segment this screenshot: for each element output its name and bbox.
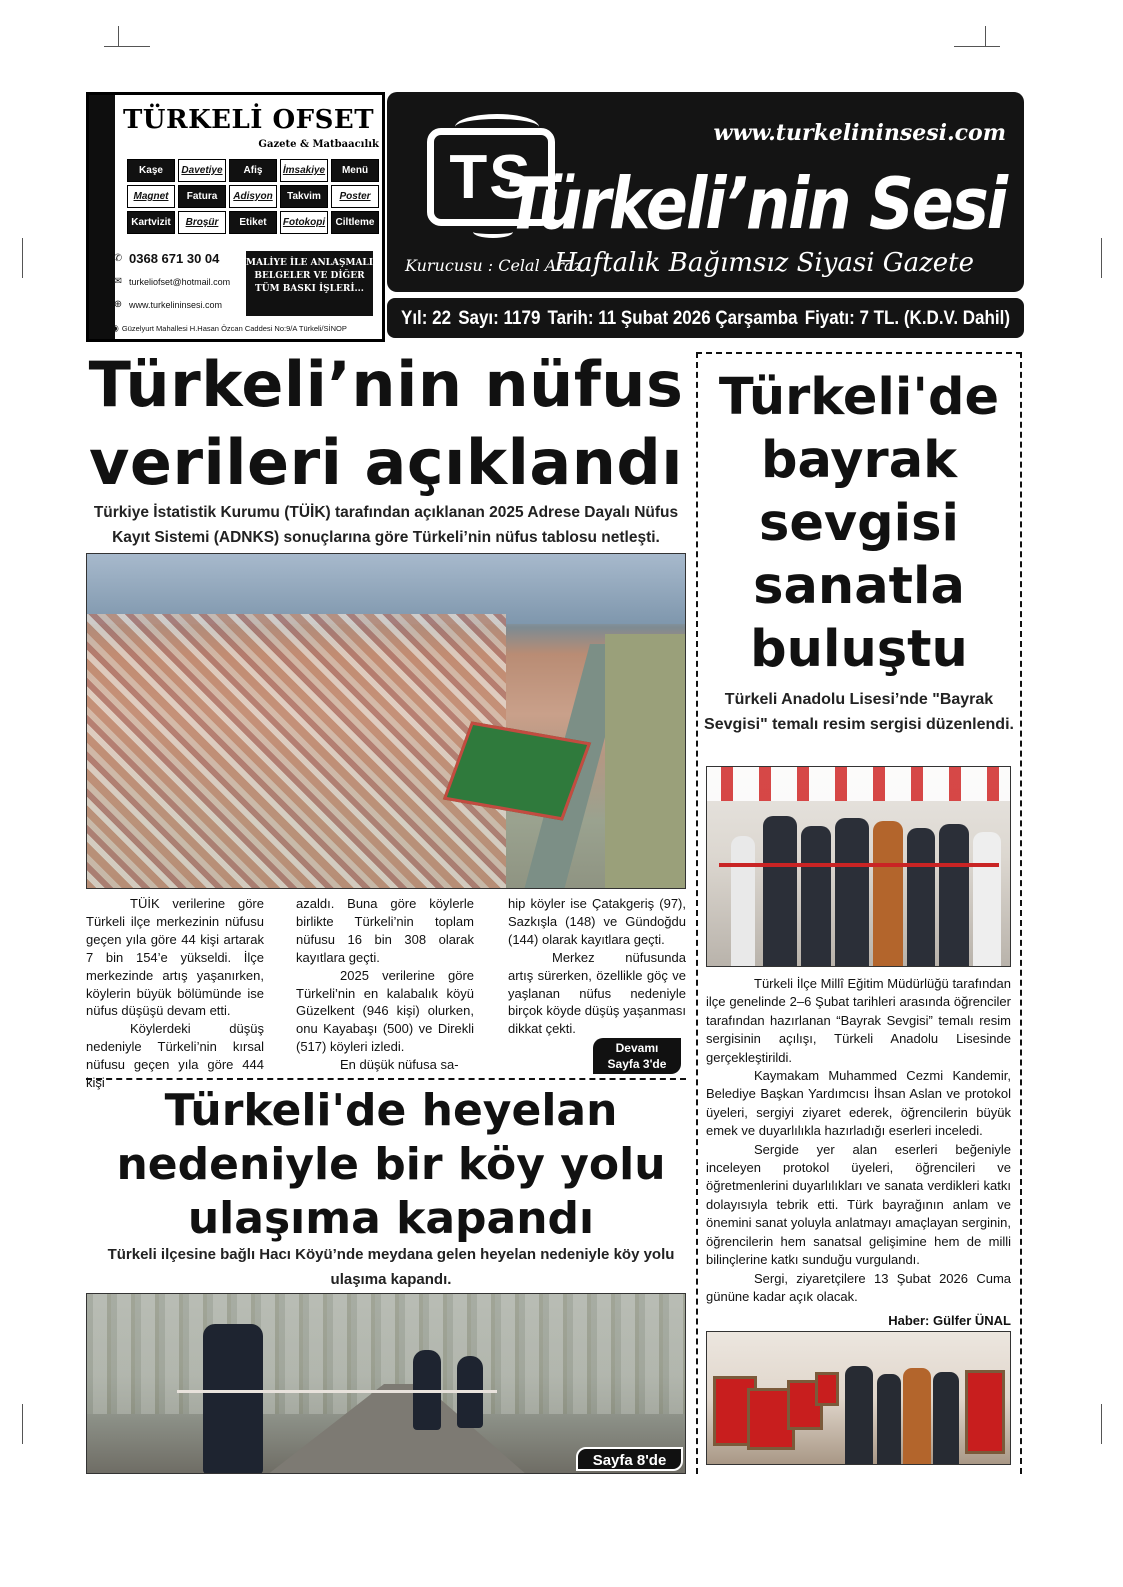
lead-paragraph: azaldı. Buna göre köylerle birlikte Türkeli’nin toplam nüfusu 16 bin 308 olarak kayıtlara geçti. xyxy=(296,896,474,965)
section-divider xyxy=(86,1078,686,1080)
ad-web-row xyxy=(111,293,241,316)
photo-person xyxy=(835,818,869,966)
flag-headline: Türkeli'de bayrak sevgisi sanatla buluştu xyxy=(718,368,1000,679)
photo-person xyxy=(973,832,1001,966)
ad-brand: TÜRKELİ OFSET xyxy=(122,105,375,135)
continued-label: Devamı xyxy=(615,1041,659,1055)
landslide-subheadline: Türkeli ilçesine bağlı Hacı Köyü’nde meydana gelen heyelan nedeniyle köy yolu ulaşıma kapandı. xyxy=(107,1246,675,1288)
continued-badge[interactable] xyxy=(593,1038,681,1074)
ad-service: Fotokopi xyxy=(280,211,328,234)
newspaper-title: Türkeli’nin Sesi xyxy=(505,162,1006,246)
ad-service: Kaşe xyxy=(127,159,175,182)
ribbon-cutting-photo xyxy=(706,766,1011,967)
tagline: Haftalık Bağımsız Siyasi Gazete xyxy=(554,248,974,278)
ad-service: Afiş xyxy=(229,159,277,182)
exhibition-photo xyxy=(706,1331,1011,1465)
ad-service: Fatura xyxy=(178,185,226,208)
photo-town xyxy=(87,614,506,889)
photo-person xyxy=(933,1372,959,1464)
ad-address: Güzelyurt Mahallesi H.Hasan Özcan Caddesi No:9/A Türkeli/SİNOP xyxy=(121,324,347,333)
crop-mark xyxy=(985,26,986,46)
photo-person xyxy=(801,826,831,966)
issue-number: Sayı: 1179 xyxy=(458,306,541,329)
ad-service: Etiket xyxy=(229,211,277,234)
ad-email-row xyxy=(111,270,241,293)
flag-paragraph: Türkeli İlçe Millî Eğitim Müdürlüğü tarafından ilçe genelinde 2–6 Şubat tarihleri arasında öğrenciler tarafından hazırlanan “Bayrak Sevgisi” temalı resim sergisinin açılışı, Türkeli Anadolu Lisesinde gerçekleştirildi. xyxy=(706,976,1011,1065)
lead-paragraph: hip köyler ise Çatakgeriş (97), Sazkışla (148) ve Gündoğdu (144) olarak kayıtlara geçti. xyxy=(508,896,686,947)
ad-service: Takvim xyxy=(280,185,328,208)
ad-service: Adisyon xyxy=(229,185,277,208)
masthead xyxy=(387,92,1024,292)
crop-mark xyxy=(954,46,1000,47)
landslide-headline: Türkeli'de heyelan nedeniyle bir köy yolu ulaşıma kapandı xyxy=(116,1085,666,1244)
photo-person xyxy=(939,824,969,966)
mail-icon: ✉ xyxy=(113,276,123,287)
lead-paragraph: Merkez nüfusunda artış sürerken, özellikle göç ve yaşlanan nüfus nedeniyle birçok köyde düşüş yaşanması dikkat çekti. xyxy=(508,949,686,1037)
photo-person xyxy=(903,1368,931,1464)
issue-year: Yıl: 22 xyxy=(401,306,452,329)
website-url: www.turkelininsesi.com xyxy=(713,120,1006,146)
newspaper-logo: TS xyxy=(427,128,555,226)
flag-paragraph: Sergi, ziyaretçilere 13 Şubat 2026 Cuma gününe kadar açık olacak. xyxy=(706,1270,1011,1304)
photo-flag-painting xyxy=(965,1370,1005,1454)
ad-service: Ciltleme xyxy=(331,211,379,234)
ad-service: Kartvizit xyxy=(127,211,175,234)
ad-service: Poster xyxy=(331,185,379,208)
location-icon: ◉ xyxy=(111,323,119,333)
photo-person xyxy=(873,821,903,966)
ad-contact xyxy=(111,247,241,316)
issue-info-bar xyxy=(387,298,1024,338)
globe-icon: ⊕ xyxy=(113,299,123,310)
crop-mark xyxy=(22,238,23,278)
ad-service: Menü xyxy=(331,159,379,182)
crop-mark xyxy=(22,1404,23,1444)
ad-web: www.turkelininsesi.com xyxy=(129,299,223,310)
sidebar-top-border xyxy=(696,352,1022,354)
phone-icon: ✆ xyxy=(113,253,123,264)
crop-mark xyxy=(104,46,150,47)
photo-greenery xyxy=(605,634,685,889)
lead-subheadline: Türkiye İstatistik Kurumu (TÜİK) tarafından açıklanan 2025 Adrese Dayalı Nüfus Kayıt Sistemi (ADNKS) sonuçlarına göre Türkeli’nin nüfus tablosu netleşti. xyxy=(93,504,679,546)
photo-person xyxy=(845,1366,873,1464)
founder-line: Kurucusu : Celal Araz xyxy=(405,256,582,275)
photo-flag-bunting xyxy=(707,767,1010,801)
photo-ribbon xyxy=(719,863,999,867)
ad-services-grid xyxy=(127,159,377,234)
photo-barrier-tape xyxy=(177,1390,497,1393)
issue-date: Tarih: 11 Şubat 2026 Çarşamba xyxy=(547,306,798,329)
photo-person xyxy=(731,836,755,966)
crop-mark xyxy=(118,26,119,46)
sidebar-right-border xyxy=(1020,352,1022,1474)
ad-service: İmsakiye xyxy=(280,159,328,182)
ad-phone: 0368 671 30 04 xyxy=(129,251,220,266)
flag-body xyxy=(706,975,1011,1306)
crop-mark xyxy=(1101,238,1102,278)
photo-person xyxy=(907,828,935,966)
flag-subheadline: Türkeli Anadolu Lisesi’nde "Bayrak Sevgisi" temalı resim sergisi düzenlendi. xyxy=(704,691,1014,733)
ad-service: Magnet xyxy=(127,185,175,208)
ad-phone-row xyxy=(111,247,241,270)
flag-byline: Haber: Gülfer ÜNAL xyxy=(888,1313,1011,1328)
issue-price: Fiyatı: 7 TL. (K.D.V. Dahil) xyxy=(804,306,1010,329)
lead-column-2 xyxy=(296,895,474,1074)
ad-subtitle: Gazete & Matbaacılık xyxy=(258,139,379,150)
lead-paragraph: En düşük nüfusa sa- xyxy=(340,1057,459,1073)
lead-column-3 xyxy=(508,895,686,1038)
lead-paragraph: Köylerdeki düşüş nedeniyle Türkeli’nin kırsal nüfusu geçen yıla göre 444 kişi xyxy=(86,1021,264,1091)
sidebar-left-border xyxy=(696,352,698,1474)
ad-email: turkeliofset@hotmail.com xyxy=(129,276,231,287)
photo-gendarme xyxy=(203,1324,263,1474)
crop-mark xyxy=(1101,1404,1102,1444)
lead-headline: Türkeli’nin nüfus verileri açıklandı xyxy=(88,348,684,499)
page-reference-badge[interactable]: Sayfa 8'de xyxy=(576,1447,683,1471)
lead-column-1 xyxy=(86,895,264,1092)
photo-person xyxy=(763,816,797,966)
flag-paragraph: Kaymakam Muhammed Cezmi Kandemir, Belediye Başkan Yardımcısı İhsan Aslan ve protokol üyeleri, sergiyi ziyaret ederek, öğrencilerin büyük emek ve duyarlılıkla hazırladığı eserleri inceledi. xyxy=(706,1068,1011,1139)
printing-ad xyxy=(86,92,385,342)
ad-finance-note: MALİYE İLE ANLAŞMALI BELGELER VE DİĞER TÜM BASKI İŞLERİ... xyxy=(246,251,373,316)
lead-paragraph: TÜİK verilerine göre Türkeli ilçe merkezinin nüfusu geçen yıla göre 44 kişi artarak 7 bin 154’e yükseldi. İlçe merkezinde artış yaşanırken, köylerin büyük bölümünde ise nüfus düşüşü devam etti. xyxy=(86,896,264,1019)
flag-paragraph: Sergide yer alan eserleri beğeniyle inceleyen protokol üyeleri, öğrencileri ve öğretmenlerini duyarlılıkları ve sanata verdikleri katkı dolayısıyla tebrik etti. Türk bayrağının anlam ve önemini sanat yoluyla anlatmayı amaçlayan serginin, öğrencilerin hem sanatsal gelişimine hem de milli bilinçlerine katkı sunduğu vurgulandı. xyxy=(706,1141,1011,1268)
ad-service: Broşür xyxy=(178,211,226,234)
photo-flag-painting xyxy=(815,1372,839,1406)
photo-person xyxy=(877,1374,901,1464)
ad-address-row xyxy=(111,323,386,334)
lead-paragraph: 2025 verilerine göre Türkeli’nin en kalabalık köyü Güzelkent (946 kişi) olurken, onu Kayabaşı (500) ve Direkli (517) köyleri izledi. xyxy=(296,967,474,1055)
ad-service: Davetiye xyxy=(178,159,226,182)
aerial-town-photo xyxy=(86,553,686,889)
continued-page: Sayfa 3'de xyxy=(607,1057,667,1071)
